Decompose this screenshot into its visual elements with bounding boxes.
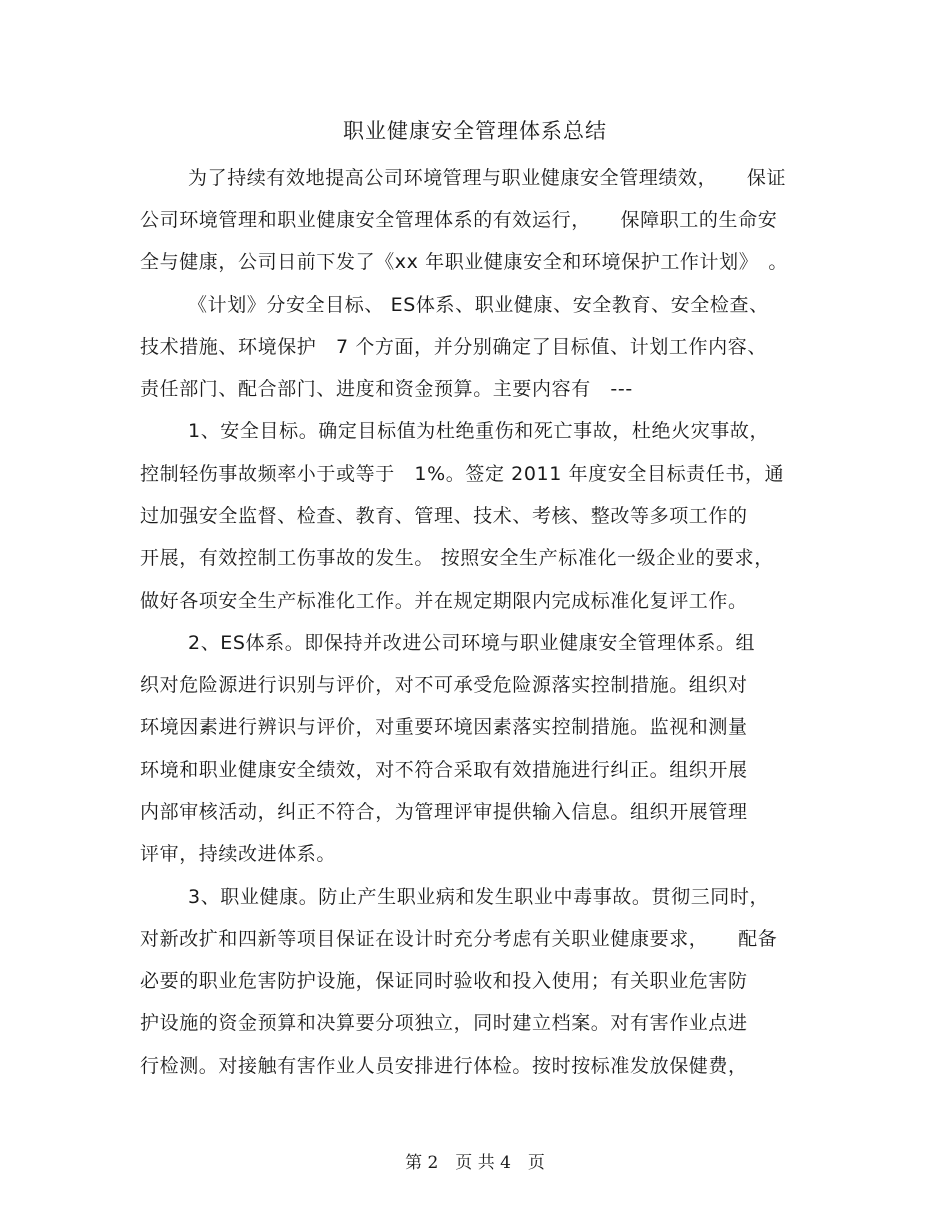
paragraph-line: 1、安全目标。确定目标值为杜绝重伤和死亡事故，杜绝火灾事故，	[188, 420, 770, 442]
paragraph-line: 环境和职业健康安全绩效，对不符合采取有效措施进行纠正。组织开展	[140, 759, 748, 781]
paragraph-line: 开展，有效控制工伤事故的发生。 按照安全生产标准化一级企业的要求，	[140, 547, 774, 569]
page-number: 第 2 页 共 4 页	[405, 1153, 545, 1173]
paragraph-line: 必要的职业危害防护设施，保证同时验收和投入使用；有关职业危害防	[140, 970, 748, 992]
paragraph-line: 过加强安全监督、检查、教育、管理、技术、考核、整改等多项工作的	[140, 505, 748, 527]
document-title: 职业健康安全管理体系总结	[343, 119, 607, 143]
paragraph-line: 评审，持续改进体系。	[140, 843, 337, 865]
paragraph-line: 为了持续有效地提高公司环境管理与职业健康安全管理绩效， 保证	[188, 167, 787, 189]
paragraph-line: 内部审核活动，纠正不符合，为管理评审提供输入信息。组织开展管理	[140, 801, 748, 823]
paragraph-line: 2、ES体系。即保持并改进公司环境与职业健康安全管理体系。组	[188, 632, 756, 654]
paragraph-line: 3、职业健康。防止产生职业病和发生职业中毒事故。贯彻三同时，	[188, 886, 770, 908]
paragraph-line: 责任部门、配合部门、进度和资金预算。主要内容有 ---	[140, 378, 633, 400]
paragraph-line: 做好各项安全生产标准化工作。并在规定期限内完成标准化复评工作。	[140, 590, 748, 612]
paragraph-line: 技术措施、环境保护 7 个方面，并分别确定了目标值、计划工作内容、	[140, 336, 767, 358]
paragraph-line: 护设施的资金预算和决算要分项独立，同时建立档案。对有害作业点进	[140, 1012, 748, 1034]
paragraph-line: 《计划》分安全目标、 ES体系、职业健康、安全教育、安全检查、	[188, 294, 769, 316]
paragraph-line: 控制轻伤事故频率小于或等于 1%。签定 2011 年度安全目标责任书，通	[140, 463, 785, 485]
paragraph-line: 公司环境管理和职业健康安全管理体系的有效运行， 保障职工的生命安	[140, 209, 778, 231]
paragraph-line: 全与健康，公司日前下发了《xx 年职业健康安全和环境保护工作计划》 。	[140, 251, 789, 273]
paragraph-line: 环境因素进行辨识与评价，对重要环境因素落实控制措施。监视和测量	[140, 716, 748, 738]
paragraph-line: 对新改扩和四新等项目保证在设计时充分考虑有关职业健康要求， 配备	[140, 928, 778, 950]
paragraph-line: 织对危险源进行识别与评价，对不可承受危险源落实控制措施。组织对	[140, 674, 748, 696]
paragraph-line: 行检测。对接触有害作业人员安排进行体检。按时按标准发放保健费，	[140, 1055, 748, 1077]
